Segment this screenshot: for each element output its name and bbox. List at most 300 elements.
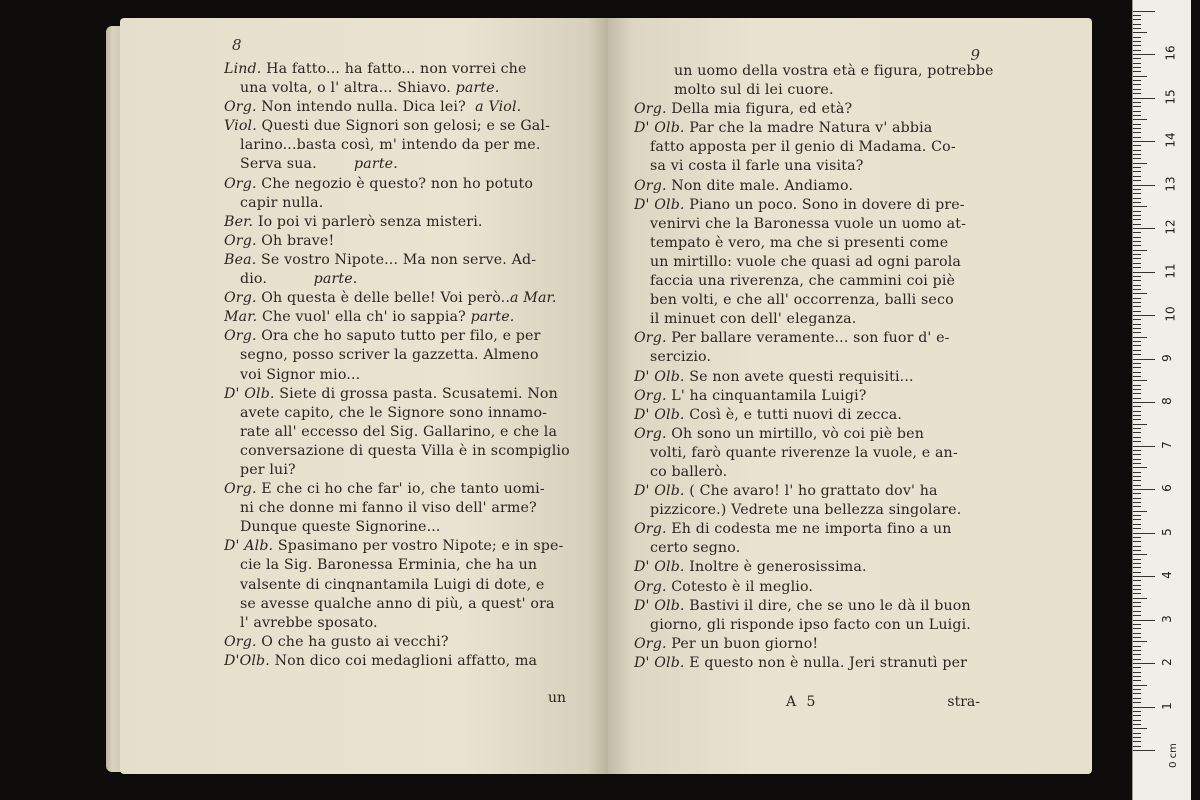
speaker-name: Org. (634, 521, 667, 538)
ruler-tick (1133, 485, 1141, 486)
line-text: Ora che ho saputo tutto per filo, e per (256, 328, 541, 345)
signature-mark: A 5 (786, 694, 819, 710)
right-text-line (634, 539, 1010, 558)
left-text-line (224, 136, 590, 155)
ruler-tick (1133, 419, 1141, 420)
right-text-line (634, 234, 1010, 253)
ruler-tick (1133, 106, 1141, 107)
ruler-tick (1133, 698, 1141, 699)
ruler-tick (1133, 441, 1141, 442)
ruler-tick (1133, 224, 1141, 225)
ruler-label: 12 (1163, 219, 1178, 235)
right-text-line (634, 81, 1010, 100)
ruler-tick (1133, 519, 1141, 520)
line-text: co ballerò. (650, 463, 728, 480)
ruler-tick (1133, 654, 1141, 655)
ruler-tick (1133, 337, 1147, 338)
ruler-tick (1133, 415, 1141, 416)
ruler-label: 8 (1159, 397, 1174, 405)
ruler-tick (1133, 150, 1141, 151)
line-text: Piano un poco. Sono in dovere di pre- (684, 196, 965, 213)
line-text: fatto apposta per il genio di Madama. Co- (650, 139, 956, 156)
ruler-tick (1133, 750, 1155, 751)
speaker-name: Org. (224, 633, 257, 650)
ruler-tick (1133, 593, 1141, 594)
ruler-tick (1133, 354, 1141, 355)
line-text: una volta, o l' altra... Shiavo. (240, 80, 456, 97)
ruler-tick (1133, 667, 1141, 668)
right-text-line (634, 138, 1010, 157)
line-text: sa vi costa il farle una visita? (650, 158, 864, 175)
ruler-tick (1133, 559, 1141, 560)
line-text: segno, posso scriver la gazzetta. Almeno (240, 347, 539, 364)
ruler-tick (1133, 389, 1141, 390)
right-text-line (634, 62, 1010, 81)
ruler-tick (1133, 58, 1141, 59)
right-text-line (634, 100, 1010, 119)
left-text-line (224, 251, 590, 270)
line-text: Oh brave! (256, 232, 335, 249)
ruler-tick (1133, 646, 1141, 647)
ruler-tick (1133, 515, 1141, 516)
ruler-tick (1133, 145, 1141, 146)
ruler-tick (1133, 41, 1141, 42)
speaker-name: Org. (634, 330, 667, 347)
left-text-line (224, 79, 590, 98)
right-text-line (634, 387, 1010, 406)
ruler-tick (1133, 637, 1141, 638)
line-text: E che ci ho che far' io, che tanto uomi- (256, 481, 545, 498)
ruler-tick (1133, 263, 1141, 264)
ruler-tick (1133, 376, 1141, 377)
left-text-line (224, 327, 590, 346)
stage-direction: a Viol. (475, 99, 522, 116)
line-text: voi Signor mio... (240, 366, 361, 383)
speaker-name: D' Olb. (634, 120, 685, 137)
ruler-tick (1133, 80, 1141, 81)
stage-direction: parte. (455, 80, 500, 97)
ruler-tick (1133, 328, 1141, 329)
right-text-line (634, 501, 1010, 520)
line-text: un mirtillo: vuole che quasi ad ogni parola (650, 253, 962, 270)
ruler-tick (1133, 402, 1155, 403)
ruler-tick (1133, 228, 1155, 229)
ruler-tick (1133, 533, 1155, 534)
left-text-line (224, 652, 590, 671)
line-text: l' avrebbe sposato. (240, 614, 378, 631)
ruler-tick (1133, 45, 1141, 46)
left-text-block (224, 60, 590, 671)
line-text: Questi due Signori son gelosi; e se Gal- (256, 118, 551, 135)
ruler-tick (1133, 372, 1141, 373)
left-text-line (224, 423, 590, 442)
line-text: Che negozio è questo? non ho potuto (256, 175, 534, 192)
right-text-line (634, 215, 1010, 234)
speaker-name: D' Olb. (634, 483, 685, 500)
ruler-tick (1133, 293, 1147, 294)
ruler-tick (1133, 111, 1141, 112)
ruler-label: 14 (1163, 132, 1178, 148)
ruler-tick (1133, 63, 1141, 64)
line-text: Così è, e tutti nuovi di zecca. (684, 406, 902, 423)
ruler-tick (1133, 67, 1141, 68)
ruler-label: 4 (1159, 571, 1174, 579)
right-page (608, 18, 1092, 774)
speaker-name: Org. (224, 328, 257, 345)
ruler-tick (1133, 332, 1141, 333)
speaker-name: Org. (224, 232, 257, 249)
line-text: Bastivi il dire, che se uno le dà il buon (684, 597, 971, 614)
right-text-line (634, 425, 1010, 444)
ruler-tick (1133, 424, 1147, 425)
ruler-tick (1133, 598, 1147, 599)
left-text-line (224, 175, 590, 194)
ruler-tick (1133, 254, 1141, 255)
ruler-label: 6 (1159, 484, 1174, 492)
speaker-name: Org. (634, 101, 667, 118)
left-text-line (224, 595, 590, 614)
speaker-name: D' Olb. (634, 368, 685, 385)
ruler-tick (1133, 393, 1141, 394)
open-book (106, 18, 1092, 780)
line-text: L' ha cinquantamila Luigi? (666, 387, 867, 404)
ruler-tick (1133, 602, 1141, 603)
ruler-tick (1133, 137, 1141, 138)
right-text-line (634, 444, 1010, 463)
speaker-name: Ber. (224, 213, 254, 230)
ruler-tick (1133, 98, 1155, 99)
left-text-line (224, 270, 590, 289)
ruler-tick (1133, 580, 1141, 581)
speaker-name: D' Olb. (634, 597, 685, 614)
right-text-line (634, 482, 1010, 501)
right-text-line (634, 272, 1010, 291)
right-text-line (634, 558, 1010, 577)
ruler-tick (1133, 158, 1141, 159)
ruler-tick (1133, 276, 1141, 277)
speaker-name: D'Olb. (224, 652, 270, 669)
catchword-right: stra- (947, 694, 980, 710)
line-text: certo segno. (650, 540, 741, 557)
ruler-tick (1133, 620, 1155, 621)
line-text: capir nulla. (240, 194, 324, 211)
right-text-line (634, 520, 1010, 539)
ruler-tick (1133, 298, 1141, 299)
line-text: Ha fatto... ha fatto... non vorrei che (261, 61, 527, 77)
ruler-tick (1133, 11, 1155, 12)
right-text-line (634, 654, 1010, 673)
left-text-line (224, 442, 590, 461)
ruler-tick (1133, 32, 1147, 33)
line-text: giorno, gli risponde ipso facto con un Luigi. (650, 616, 971, 633)
ruler-tick (1133, 237, 1141, 238)
measurement-ruler (1132, 0, 1191, 800)
line-text: sercizio. (650, 349, 712, 366)
ruler-tick (1133, 406, 1141, 407)
line-text: molto sul di lei cuore. (674, 82, 834, 99)
line-text: rate all' eccesso del Sig. Gallarino, e che la (240, 423, 558, 440)
right-text-block (634, 62, 1010, 673)
ruler-tick (1133, 302, 1141, 303)
line-text: Par che la madre Natura v' abbia (684, 120, 933, 137)
left-text-line (224, 633, 590, 652)
speaker-name: Mar. (224, 309, 258, 326)
ruler-label: 11 (1163, 262, 1178, 279)
ruler-tick (1133, 450, 1141, 451)
line-text: Per un buon giorno! (666, 635, 819, 652)
ruler-tick (1133, 232, 1141, 233)
line-text: cie la Sig. Baronessa Erminia, che ha un (240, 557, 538, 574)
ruler-tick (1133, 454, 1141, 455)
ruler-tick (1133, 720, 1141, 721)
ruler-tick (1133, 367, 1141, 368)
ruler-tick (1133, 746, 1141, 747)
ruler-tick (1133, 437, 1141, 438)
line-text: se avesse qualche anno di più, a quest' ora (240, 595, 555, 612)
speaker-name: D' Olb. (634, 654, 685, 671)
line-text: dio. (240, 271, 314, 288)
ruler-tick (1133, 628, 1141, 629)
ruler-tick (1133, 432, 1141, 433)
line-text: E questo non è nulla. Jeri stranutì per (684, 654, 968, 671)
speaker-name: Org. (224, 290, 257, 307)
ruler-tick (1133, 267, 1141, 268)
line-text: Se vostro Nipote... Ma non serve. Ad- (256, 251, 537, 268)
ruler-label: 10 (1163, 306, 1178, 322)
ruler-tick (1133, 428, 1141, 429)
ruler-tick (1133, 124, 1141, 125)
ruler-tick (1133, 572, 1141, 573)
ruler-tick (1133, 176, 1141, 177)
line-text: Non intendo nulla. Dica lei? (256, 99, 476, 116)
ruler-tick (1133, 563, 1141, 564)
ruler-tick (1133, 50, 1141, 51)
ruler-tick (1133, 528, 1141, 529)
ruler-tick (1133, 641, 1147, 642)
ruler-tick (1133, 37, 1141, 38)
line-text: conversazione di questa Villa è in scompiglio (240, 442, 570, 459)
speaker-name: Viol. (224, 118, 257, 135)
speaker-name: Bea. (224, 251, 257, 268)
line-text: Che vuol' ella ch' io sappia? (257, 309, 471, 326)
ruler-tick (1133, 163, 1147, 164)
right-text-line (634, 597, 1010, 616)
speaker-name: Org. (634, 177, 667, 194)
ruler-tick (1133, 289, 1141, 290)
right-text-line (634, 463, 1010, 482)
ruler-tick (1133, 476, 1141, 477)
ruler-tick (1133, 633, 1141, 634)
ruler-tick (1133, 341, 1141, 342)
ruler-tick (1133, 24, 1141, 25)
line-text: Siete di grossa pasta. Scusatemi. Non (274, 385, 558, 402)
ruler-tick (1133, 76, 1147, 77)
speaker-name: D' Olb. (634, 559, 685, 576)
speaker-name: Org. (224, 481, 257, 498)
ruler-tick (1133, 345, 1141, 346)
ruler-tick (1133, 315, 1155, 316)
ruler-tick (1133, 180, 1141, 181)
ruler-tick (1133, 685, 1147, 686)
page-number-left: 8 (232, 36, 242, 54)
ruler-tick (1133, 659, 1141, 660)
line-text: Non dico coi medaglioni affatto, ma (269, 652, 538, 669)
speaker-name: Org. (224, 99, 257, 116)
ruler-tick (1133, 258, 1141, 259)
line-text: Eh di codesta me ne importa fino a un (666, 521, 952, 538)
speaker-name: Org. (634, 635, 667, 652)
ruler-tick (1133, 211, 1141, 212)
ruler-tick (1133, 15, 1141, 16)
left-page (120, 18, 608, 774)
ruler-tick (1133, 676, 1141, 677)
ruler-tick (1133, 280, 1141, 281)
ruler-tick (1133, 506, 1141, 507)
ruler-tick (1133, 524, 1141, 525)
ruler-tick (1133, 198, 1141, 199)
ruler-tick (1133, 472, 1141, 473)
line-text: faccia una riverenza, che cammini coi piè (650, 273, 956, 290)
left-text-line (224, 556, 590, 575)
ruler-tick (1133, 245, 1141, 246)
ruler-label: 1 (1159, 701, 1174, 710)
ruler-label: 2 (1159, 658, 1174, 666)
line-text: ni che donne mi fanno il viso dell' arme? (240, 500, 537, 517)
speaker-name: D' Olb. (224, 385, 275, 402)
ruler-tick (1133, 84, 1141, 85)
ruler-tick (1133, 102, 1141, 103)
catchword-left: un (547, 690, 566, 706)
line-text: Inoltre è generosissima. (684, 559, 867, 576)
left-text-line (224, 461, 590, 480)
left-text-line (224, 499, 590, 518)
ruler-tick (1133, 541, 1141, 542)
ruler-label: 13 (1163, 175, 1178, 192)
left-text-line (224, 537, 590, 556)
ruler-tick (1133, 498, 1141, 499)
speaker-name: D' Alb. (224, 538, 274, 555)
ruler-tick (1133, 324, 1141, 325)
ruler-tick (1133, 737, 1141, 738)
right-text-line (634, 310, 1010, 329)
left-text-line (224, 232, 590, 251)
line-text: pizzicore.) Vedrete una bellezza singolare. (650, 502, 962, 519)
speaker-name: Lind. (224, 61, 262, 77)
line-text: tempato è vero, ma che si presenti come (650, 234, 949, 251)
ruler-tick (1133, 119, 1147, 120)
ruler-tick (1133, 189, 1141, 190)
right-text-line (634, 348, 1010, 367)
line-text: Serva sua. (240, 156, 355, 173)
ruler-tick (1133, 93, 1141, 94)
ruler-tick (1133, 689, 1141, 690)
left-text-line (224, 213, 590, 232)
ruler-tick (1133, 537, 1141, 538)
line-text: Oh questa è delle belle! Voi però.. (256, 290, 510, 307)
ruler-tick (1133, 171, 1141, 172)
line-text: Spasimano per vostro Nipote; e in spe- (273, 538, 564, 555)
line-text: larino...basta così, m' intendo da per me. (240, 137, 541, 154)
ruler-tick (1133, 446, 1155, 447)
left-text-line (224, 366, 590, 385)
ruler-tick (1133, 215, 1141, 216)
left-text-line (224, 98, 590, 117)
right-text-line (634, 329, 1010, 348)
stage-direction: parte. (470, 309, 515, 326)
ruler-tick (1133, 672, 1141, 673)
left-text-line (224, 385, 590, 404)
right-text-line (634, 616, 1010, 635)
line-text: Non dite male. Andiamo. (666, 177, 854, 194)
ruler-tick (1133, 115, 1141, 116)
ruler-tick (1133, 132, 1141, 133)
ruler-tick (1133, 193, 1141, 194)
ruler-tick (1133, 567, 1141, 568)
ruler-label: 7 (1159, 440, 1174, 449)
ruler-tick (1133, 311, 1141, 312)
right-text-line (634, 119, 1010, 138)
stage-direction: a Mar. (510, 290, 557, 307)
line-text: volti, farò quante riverenze la vuole, e an- (650, 444, 958, 461)
speaker-name: D' Olb. (634, 406, 685, 423)
left-text-line (224, 60, 590, 79)
line-text: per lui? (240, 461, 296, 478)
speaker-name: Org. (634, 425, 667, 442)
ruler-tick (1133, 319, 1141, 320)
line-text: Dunque queste Signorine... (240, 519, 441, 536)
ruler-tick (1133, 202, 1141, 203)
ruler-tick (1133, 250, 1147, 251)
ruler-tick (1133, 576, 1155, 577)
left-text-line (224, 518, 590, 537)
ruler-tick (1133, 741, 1141, 742)
ruler-tick (1133, 359, 1155, 360)
ruler-tick (1133, 615, 1141, 616)
ruler-tick (1133, 663, 1155, 664)
ruler-tick (1133, 54, 1155, 55)
left-text-line (224, 404, 590, 423)
ruler-tick (1133, 463, 1141, 464)
speaker-name: Org. (634, 578, 667, 595)
ruler-label: 15 (1163, 88, 1178, 105)
left-text-line (224, 117, 590, 136)
ruler-tick (1133, 611, 1141, 612)
ruler-tick (1133, 680, 1141, 681)
line-text: avete capito, che le Signore sono innamo- (240, 404, 548, 421)
ruler-tick (1133, 154, 1141, 155)
ruler-tick (1133, 241, 1141, 242)
ruler-tick (1133, 480, 1141, 481)
line-text: Per ballare veramente... son fuor d' e- (666, 330, 950, 347)
ruler-tick (1133, 459, 1141, 460)
ruler-label: 9 (1159, 353, 1174, 362)
line-text: valsente di cinqnantamila Luigi di dote, e (240, 576, 545, 593)
ruler-tick (1133, 19, 1141, 20)
ruler-label: 3 (1159, 614, 1174, 623)
speaker-name: Org. (224, 175, 257, 192)
left-text-line (224, 480, 590, 499)
ruler-tick (1133, 724, 1141, 725)
ruler-tick (1133, 272, 1155, 273)
ruler-tick (1133, 733, 1141, 734)
right-text-line (634, 253, 1010, 272)
ruler-tick (1133, 306, 1141, 307)
ruler-tick (1133, 489, 1155, 490)
ruler-tick (1133, 363, 1141, 364)
ruler-tick (1133, 467, 1147, 468)
line-text: ben volti, e che all' occorrenza, balli seco (650, 292, 954, 309)
ruler-tick (1133, 71, 1141, 72)
